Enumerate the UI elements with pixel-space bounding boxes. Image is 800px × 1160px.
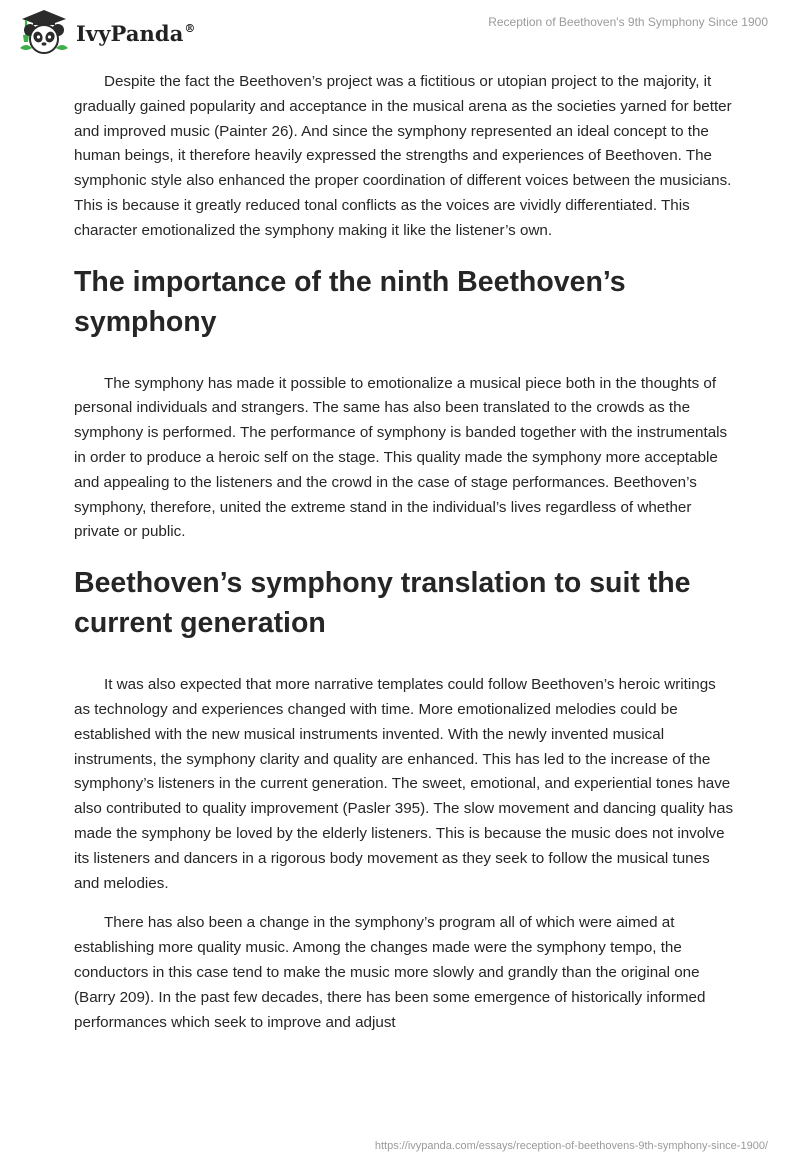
section-heading: The importance of the ninth Beethoven’s symphony xyxy=(74,265,626,338)
brand-logo[interactable] xyxy=(14,6,196,56)
body-paragraph: Despite the fact the Beethoven’s project was a fictitious or utopian project to the majority, it gradually gained popularity and acceptance in the musical arena as the societies yarned for better and improved music (Painter 26). And since the symphony represented an ideal concept to the human beings, it therefore heavily expressed the strengths and experiences of Beethoven. The symphonic style also enhanced the proper coordination of different voices between the musicians. This is because it greatly reduced tonal conflicts as the voices are vividly differentiated. This character emotionalized the symphony making it like the listener’s own. xyxy=(74,73,732,239)
brand-name: IvyPanda® xyxy=(76,20,196,46)
body-paragraph: The symphony has made it possible to emotionalize a musical piece both in the thoughts of personal individuals and strangers. The same has also been translated to the crowds as the symphony is performed. The performance of symphony is banded together with the instrumentals in order to produce a heroic self on the stage. This quality made the symphony more acceptable and appealing to the listeners and the crowd in the case of stage performances. Beethoven’s symphony, therefore, united the extreme stand in the individual’s lives regardless of whether private or public. xyxy=(74,374,728,541)
source-url[interactable]: https://ivypanda.com/essays/reception-of-beethovens-9th-symphony-since-1900/ xyxy=(374,1140,768,1152)
body-paragraph: There has also been a change in the symphony’s program all of which were aimed at establishing more quality music. Among the changes made were the symphony tempo, the conductors in this case tend to make the music more slowly and grandly than the original one (Barry 209). In the past few decades, there has been some emergence of historically informed performances which seek to improve and adjust xyxy=(74,914,706,1031)
document-title: Reception of Beethoven's 9th Symphony Since 1900 xyxy=(488,15,768,29)
page-header xyxy=(0,0,800,60)
essay-body xyxy=(74,70,734,1050)
panda-graduate-icon xyxy=(14,6,74,56)
body-paragraph: It was also expected that more narrative templates could follow Beethoven’s heroic writings as technology and experiences changed with time. More emotionalized melodies could be established with the new musical instruments invented. With the newly invented musical instruments, the symphony clarity and quality are enhanced. This has led to the increase of the symphony’s listeners in the current generation. The sweet, emotional, and experiential tones have also contributed to quality improvement (Pasler 395). The slow movement and dancing quality has made the symphony be loved by the elderly listeners. This is because the music does not involve its listeners and dancers in a rigorous body movement as they seek to follow the musical tunes and melodies. xyxy=(74,676,734,892)
section-heading: Beethoven’s symphony translation to suit the current generation xyxy=(74,567,691,640)
